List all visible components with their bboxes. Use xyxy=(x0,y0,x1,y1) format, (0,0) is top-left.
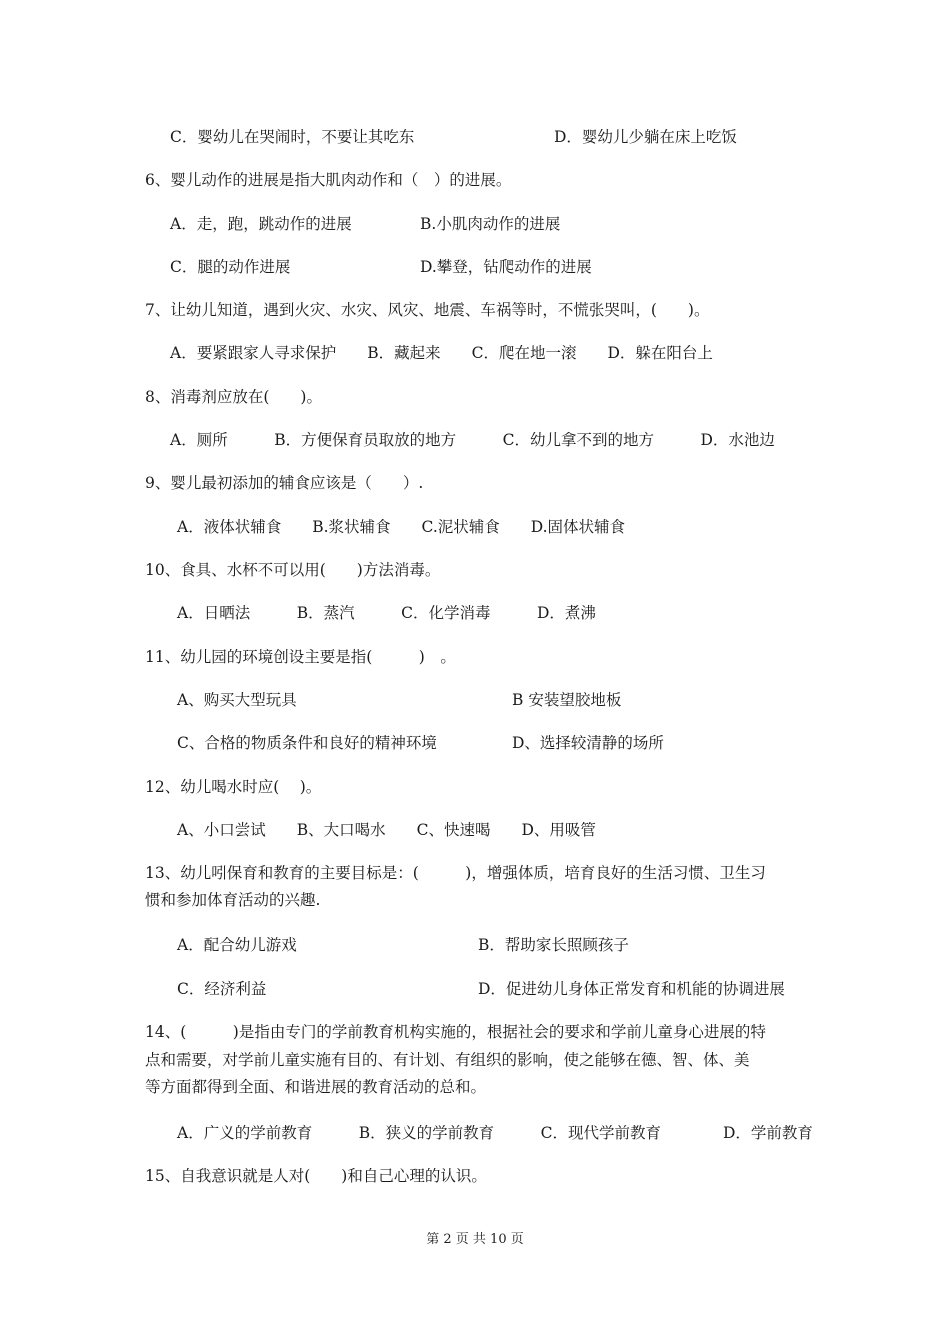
question-13-option-c: C．经济利益 xyxy=(177,980,267,998)
question-8-options: A．厕所 B．方便保育员取放的地方 C．幼儿拿不到的地方 D．水池边 xyxy=(170,431,775,449)
question-14-options: A．广义的学前教育 B．狭义的学前教育 C．现代学前教育 D．学前教育 xyxy=(177,1124,813,1142)
question-13-option-b: B．帮助家长照顾孩子 xyxy=(478,936,629,954)
question-13-option-a: A．配合幼儿游戏 xyxy=(177,936,297,954)
question-12-options: A、小口尝试 B、大口喝水 C、快速喝 D、用吸管 xyxy=(177,821,596,839)
question-13-option-d: D．促进幼儿身体正常发育和机能的协调进展 xyxy=(478,980,785,998)
question-12: 12、幼儿喝水时应( )。 xyxy=(145,778,322,796)
question-8: 8、消毒剂应放在( )。 xyxy=(145,388,322,406)
question-6: 6、婴儿动作的进展是指大肌肉动作和（ ）的进展。 xyxy=(145,171,512,189)
question-10: 10、食具、水杯不可以用( )方法消毒。 xyxy=(145,561,441,579)
question-14-line-3: 等方面都得到全面、和谐进展的教育活动的总和。 xyxy=(145,1078,487,1096)
question-9-options: A．液体状辅食 B.浆状辅食 C.泥状辅食 D.固体状辅食 xyxy=(177,518,626,536)
question-6-option-b: B.小肌肉动作的进展 xyxy=(420,215,561,233)
question-6-option-c: C．腿的动作进展 xyxy=(170,258,291,276)
question-10-options: A．日晒法 B．蒸汽 C．化学消毒 D．煮沸 xyxy=(177,604,596,622)
question-14-line-2: 点和需要，对学前儿童实施有目的、有计划、有组织的影响，使之能够在德、智、体、美 xyxy=(145,1051,750,1069)
question-11-option-b: B 安装望胶地板 xyxy=(512,691,622,709)
question-11-option-d: D、选择较清静的场所 xyxy=(512,734,664,752)
page-footer: 第 2 页 共 10 页 xyxy=(426,1232,524,1247)
question-6-option-d: D.攀登，钻爬动作的进展 xyxy=(420,258,592,276)
question-15: 15、自我意识就是人对( )和自己心理的认识。 xyxy=(145,1167,487,1185)
question-9: 9、婴儿最初添加的辅食应该是（ ）. xyxy=(145,474,424,492)
question-11: 11、幼儿园的环境创设主要是指( ) 。 xyxy=(145,648,456,666)
question-11-option-a: A、购买大型玩具 xyxy=(177,691,297,709)
question-11-option-c: C、合格的物质条件和良好的精神环境 xyxy=(177,734,437,752)
question-5-option-d: D．婴幼儿少躺在床上吃饭 xyxy=(554,128,737,146)
question-7-options: A．要紧跟家人寻求保护 B．藏起来 C．爬在地一滚 D．躲在阳台上 xyxy=(170,344,713,362)
question-6-option-a: A．走，跑，跳动作的进展 xyxy=(170,215,352,233)
question-5-option-c: C．婴幼儿在哭闹时，不要让其吃东 xyxy=(170,128,415,146)
question-13-line-2: 惯和参加体育活动的兴趣. xyxy=(145,891,321,909)
question-14-line-1: 14、( )是指由专门的学前教育机构实施的，根据社会的要求和学前儿童身心进展的特 xyxy=(145,1023,766,1041)
question-13-line-1: 13、幼儿吲保育和教育的主要目标是：( )，增强体质，培育良好的生活习惯、卫生习 xyxy=(145,864,766,882)
question-7: 7、让幼儿知道，遇到火灾、水灾、风灾、地震、车祸等时，不慌张哭叫，( )。 xyxy=(145,301,710,319)
